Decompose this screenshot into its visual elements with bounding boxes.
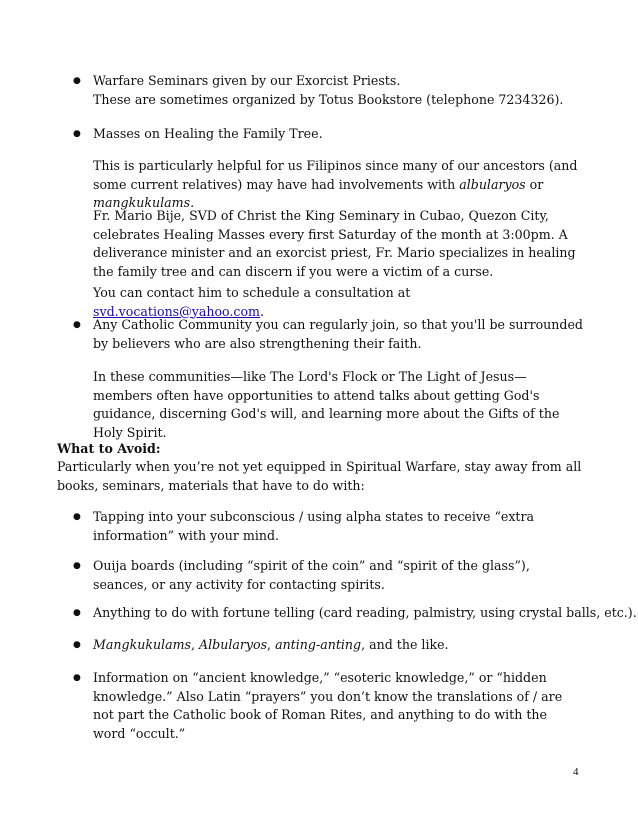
bullet-icon: ● — [73, 320, 81, 330]
item-text: These are sometimes organized by Totus Bookstore (telephone 7234326). — [93, 91, 564, 107]
avoid-item-information — [73, 669, 583, 743]
item-text: Tapping into your subconscious / using alpha states to receive “extra information” with your mind. — [93, 509, 535, 543]
bullet-icon: ● — [73, 512, 81, 522]
item-text: Mangkukulams, Albularyos, anting-anting, and the like. — [93, 637, 449, 652]
item-text: Ouija boards (including “spirit of the coin” and “spirit of the glass”), seances, or any activity for contacting spirits. — [93, 558, 530, 592]
bullet-icon: ● — [73, 561, 81, 571]
email-link[interactable]: svd.vocations@yahoo.com — [93, 303, 260, 319]
avoid-item-mangkukulams — [73, 636, 583, 655]
avoid-item-ouija — [73, 557, 583, 594]
item-title: Any Catholic Community you can regularly join, so that you'll be surrounded by believers who are also strengthening their faith. — [93, 317, 583, 351]
bullet-icon: ● — [73, 640, 81, 650]
avoid-item-subconscious — [73, 508, 583, 545]
bullet-icon: ● — [73, 129, 81, 139]
term-albularyos: albularyos — [459, 176, 526, 192]
item-title: Masses on Healing the Family Tree. — [93, 126, 323, 141]
page-number: 4 — [573, 766, 579, 778]
item-text: Information on “ancient knowledge,” “esoteric knowledge,” or “hidden knowledge.” Also Latin “prayers” you don’t know the translations of / are not part the Catholic book of Roman Rites, and anything to do with the word “occult.” — [93, 670, 563, 741]
paragraph-communities: In these communities—like The Lord's Flock or The Light of Jesus—members often have opportunities to attend talks about getting God's guidance, discerning God's will, and learning more about the Gifts of the Holy Spirit. — [93, 369, 560, 440]
avoid-item-fortune-telling — [73, 604, 637, 623]
list-item-warfare-seminars — [73, 72, 583, 109]
term-mangkukulams: mangkukulams — [93, 195, 191, 210]
bullet-icon: ● — [73, 673, 81, 683]
section-heading-what-to-avoid: What to Avoid: — [57, 441, 161, 456]
paragraph-filipinos: This is particularly helpful for us Filipinos since many of our ancestors (and some current relatives) may have had involvements with albularyos or mangkukulams. — [93, 158, 578, 210]
list-item-healing-masses — [73, 125, 583, 144]
paragraph-contact: You can contact him to schedule a consultation at svd.vocations@yahoo.com. — [93, 285, 411, 319]
paragraph-fr-mario: Fr. Mario Bije, SVD of Christ the King Seminary in Cubao, Quezon City, celebrates Healing Masses every first Saturday of the month at 3:00pm. A deliverance minister and an exorcist priest, Fr. Mario specializes in healing the family tree and can discern if you were a victim of a curse. — [93, 208, 576, 279]
list-item-catholic-community — [73, 316, 583, 353]
bullet-icon: ● — [73, 76, 81, 86]
bullet-icon: ● — [73, 608, 81, 618]
avoid-intro: Particularly when you’re not yet equipped in Spiritual Warfare, stay away from all books, seminars, materials that have to do with: — [57, 459, 582, 493]
item-text: Warfare Seminars given by our Exorcist Priests. — [93, 73, 401, 88]
item-text: Anything to do with fortune telling (card reading, palmistry, using crystal balls, etc.). — [93, 605, 637, 620]
